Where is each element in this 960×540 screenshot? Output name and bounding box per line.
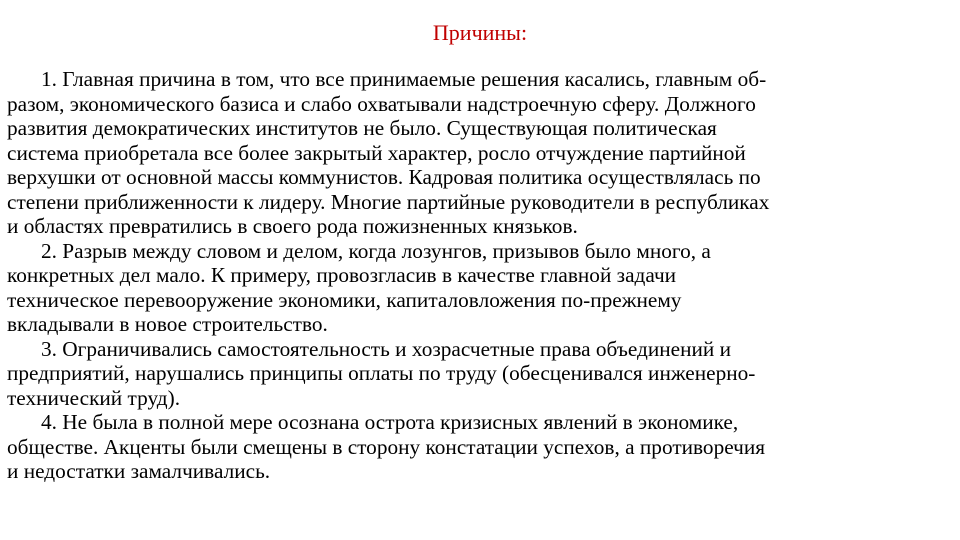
text-line: техническое перевооружение экономики, капиталовложения по-прежнему <box>7 287 682 312</box>
slide-title: Причины: <box>432 20 528 45</box>
paragraph-4 <box>7 410 953 484</box>
slide-body <box>7 67 953 484</box>
paragraph-1 <box>7 67 953 239</box>
text-line: конкретных дел мало. К примеру, провозгласив в качестве главной задачи <box>7 263 677 287</box>
text-line: разом, экономического базиса и слабо охватывали надстроечную сферу. Должного <box>7 91 756 116</box>
text-line: система приобретала все более закрытый характер, росло отчуждение партийной <box>7 140 746 165</box>
text-line: развития демократических институтов не было. Существующая политическая <box>7 116 717 140</box>
text-line: технический труд). <box>7 385 181 410</box>
text-line: 3. Ограничивались самостоятельность и хозрасчетные права объединений и <box>41 336 732 361</box>
text-line: 1. Главная причина в том, что все принимаемые решения касались, главным об- <box>41 67 767 91</box>
text-line: 4. Не была в полной мере осознана острота кризисных явлений в экономике, <box>41 410 739 434</box>
text-line: верхушки от основной массы коммунистов. Кадровая политика осуществлялась по <box>7 165 761 189</box>
text-line: степени приближенности к лидеру. Многие партийные руководители в республиках <box>7 189 770 214</box>
text-line: предприятий, нарушались принципы оплаты по труду (обесценивался инженерно- <box>7 361 756 385</box>
text-line: вкладывали в новое строительство. <box>7 312 328 336</box>
paragraph-2 <box>7 239 953 337</box>
text-line: и областях превратились в своего рода пожизненных князьков. <box>7 214 578 238</box>
text-line: и недостатки замалчивались. <box>7 459 271 483</box>
text-line: 2. Разрыв между словом и делом, когда лозунгов, призывов было много, а <box>41 238 711 263</box>
paragraph-3 <box>7 337 953 411</box>
text-line: обществе. Акценты были смещены в сторону констатации успехов, а противоречия <box>7 434 766 459</box>
